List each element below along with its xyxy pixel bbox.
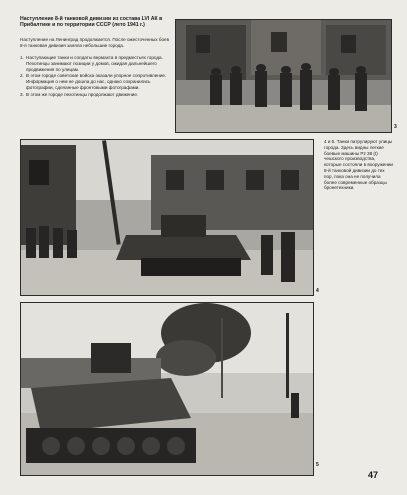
list-item-text: Наступающие танки и солдаты вермахта в предместьях города. Пехотинцы занимают позиции у домов, ожидая дальнейшего продвижения по улицам. <box>26 55 163 72</box>
photo-tank-smoke <box>20 302 314 476</box>
article-title: Наступление 8-й танковой дивизии из состава LVI АК в Прибалтике и по территории СССР (лето 1941 г.) <box>20 16 163 29</box>
list-item <box>20 73 170 90</box>
photo-number: 3 <box>394 124 397 130</box>
photo-number: 5 <box>316 462 319 468</box>
photo-tank-street-image <box>21 140 313 295</box>
photo-tank-street <box>20 139 314 296</box>
list-item-number: 1. <box>20 55 24 60</box>
list-item <box>20 92 170 98</box>
list-item-number: 2. <box>20 73 24 79</box>
list-item-text: В этом же городе пехотинцы продолжают движение. <box>26 91 139 97</box>
photo-number: 4 <box>316 288 319 294</box>
list-item <box>20 55 170 72</box>
numbered-list <box>20 55 170 99</box>
list-item-number: 3. <box>20 91 24 97</box>
photo-soldiers-street-image <box>176 20 391 132</box>
list-item-text: В этом городе советские войска оказали упорное сопротивление. Информация о нем не дошла до нас, однако сохранились фотографии, сделанные фронтовыми фотографами. <box>26 73 167 90</box>
photo-tank-smoke-image <box>21 303 313 475</box>
photo-soldiers-street <box>175 19 392 133</box>
photo-caption: 4 и 5. Танки патрулируют улицы города. Здесь видны легкие боевые машины Pz 38 (t) чешского производства, которые состояли в вооружении 8-й танковой дивизии до тех пор, пока она не получила более современные образцы бронетехники. <box>324 139 393 191</box>
page-number: 47 <box>368 470 379 480</box>
article-intro: Наступление на Ленинград продолжается. После ожесточенных боев 8-я танковая дивизия заняла небольшие города. <box>20 37 170 48</box>
